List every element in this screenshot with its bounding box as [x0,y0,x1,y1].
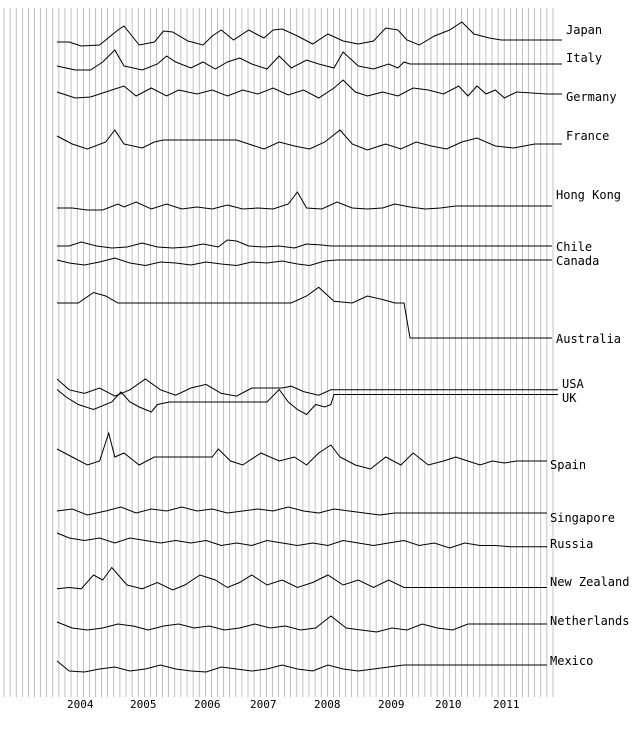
year-label-2010: 2010 [435,698,462,711]
series-label-canada: Canada [556,254,600,268]
series-label-new-zealand: New Zealand [550,575,630,589]
series-layer [57,22,562,672]
series-label-chile: Chile [556,240,593,254]
year-label-2009: 2009 [378,698,405,711]
series-label-australia: Australia [556,332,622,346]
series-label-japan: Japan [566,23,603,37]
year-label-2007: 2007 [250,698,277,711]
series-label-singapore: Singapore [550,511,616,525]
year-label-2004: 2004 [67,698,94,711]
series-label-france: France [566,129,610,143]
series-label-usa: USA [562,377,584,391]
series-label-netherlands: Netherlands [550,614,630,628]
series-label-italy: Italy [566,51,603,65]
year-label-2011: 2011 [493,698,520,711]
year-label-2008: 2008 [314,698,341,711]
series-label-mexico: Mexico [550,654,594,668]
year-axis [67,698,520,711]
year-label-2006: 2006 [194,698,221,711]
vertical-gridlines [4,8,553,697]
year-label-2005: 2005 [130,698,157,711]
series-label-russia: Russia [550,537,594,551]
series-label-germany: Germany [566,90,617,104]
country-labels [550,23,629,668]
series-label-spain: Spain [550,458,587,472]
series-label-hong-kong: Hong Kong [556,188,622,202]
series-label-uk: UK [562,391,577,405]
